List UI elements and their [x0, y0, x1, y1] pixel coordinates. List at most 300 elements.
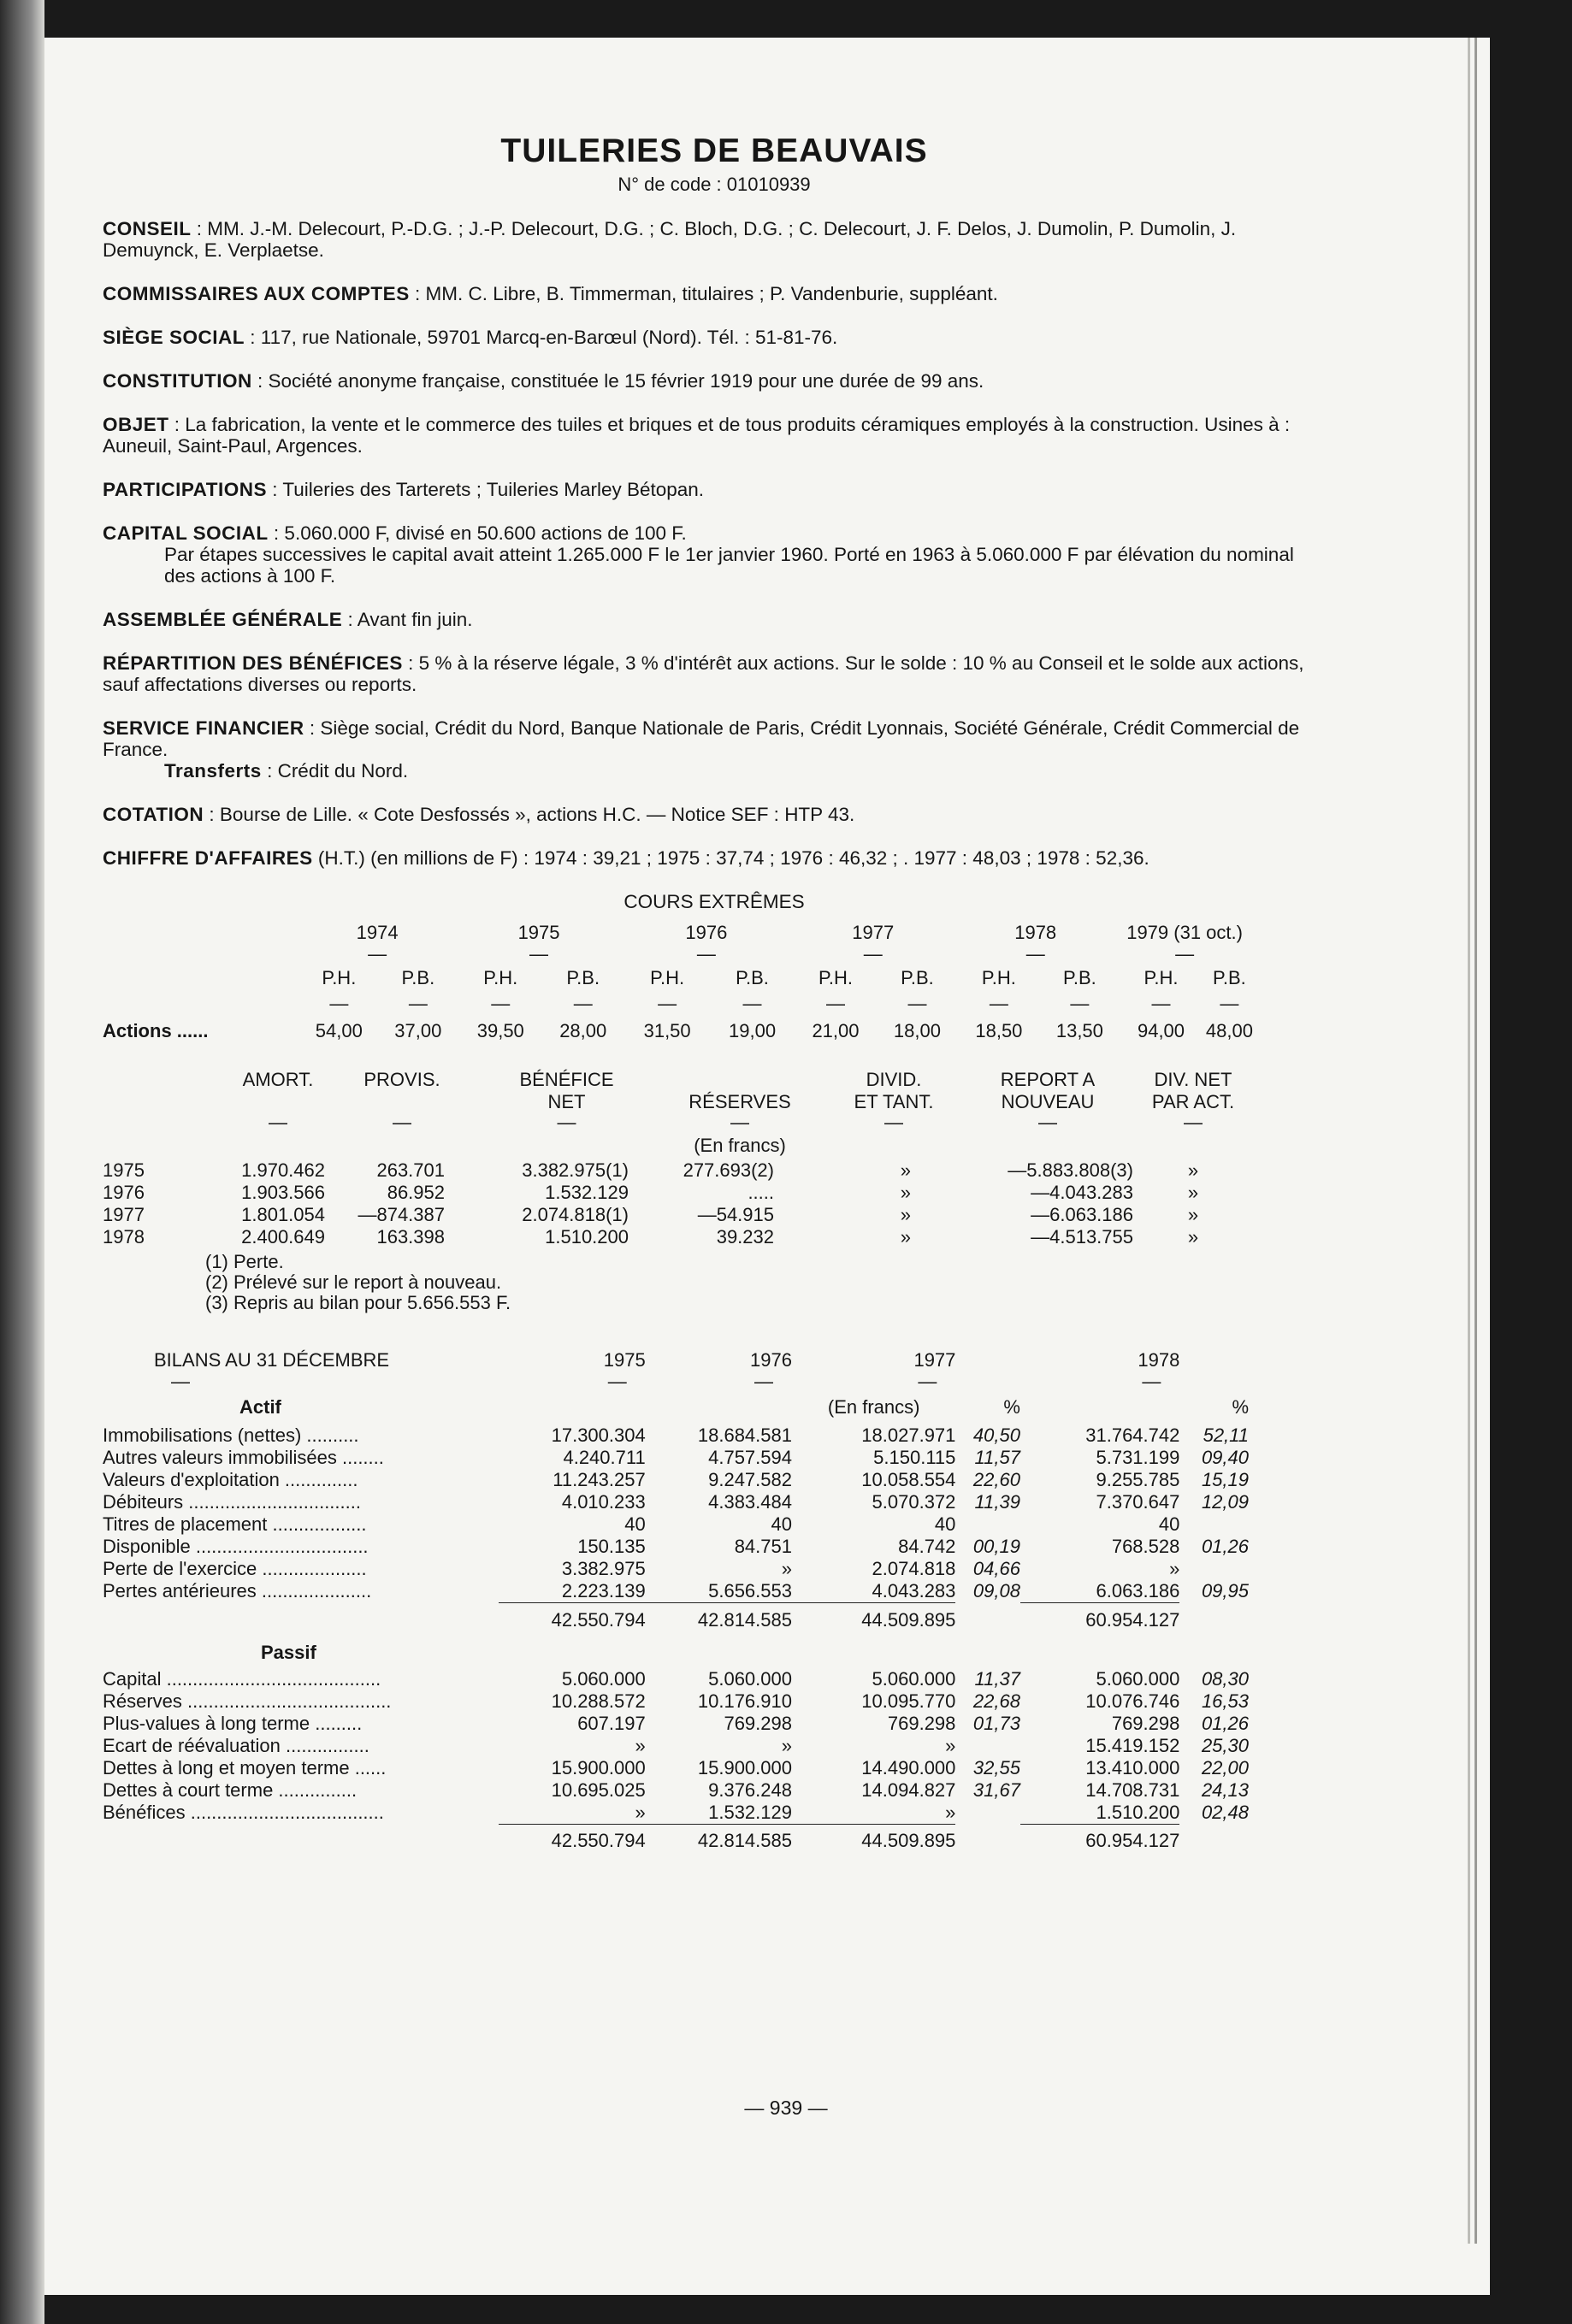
- dash: —: [393, 1112, 411, 1133]
- section-text: : Avant fin juin.: [342, 609, 473, 630]
- bilan-cell: 15.900.000: [697, 1756, 792, 1778]
- bilan-cell: 16,53: [1201, 1690, 1249, 1712]
- dash: —: [742, 993, 762, 1014]
- section-text: : 5 % à la réserve légale, 3 % d'intérêt aux actions. Sur le solde : 10 % au Conseil et le solde aux actions, sauf affectations diverses ou reports.: [103, 652, 1304, 695]
- page-number: — 939 —: [744, 2097, 828, 2119]
- section-text: : 5.060.000 F, divisé en 50.600 actions de 100 F.: [268, 522, 687, 544]
- info-section: [103, 717, 1326, 782]
- bilans-year: 1978: [1138, 1349, 1180, 1371]
- page-edge: [1474, 38, 1477, 2244]
- page-edge: [1468, 38, 1470, 2244]
- bilans-year: 1975: [603, 1349, 646, 1371]
- section-extra: Par étapes successives le capital avait atteint 1.265.000 F le 1er janvier 1960. Porté en 1963 à 5.060.000 F par élévation du nominal des actions à 100 F.: [164, 544, 1294, 587]
- bilan-cell: 11.243.257: [553, 1469, 646, 1490]
- bilan-cell: 5.070.372: [872, 1491, 956, 1513]
- bilan-cell: 13.410.000: [1085, 1756, 1180, 1778]
- section-text: : Siège social, Crédit du Nord, Banque Nationale de Paris, Crédit Lyonnais, Société Générale, Crédit Commercial de France.: [103, 717, 1300, 760]
- results-cell: —54.915: [697, 1204, 774, 1225]
- bilan-cell: 1.510.200: [1096, 1801, 1180, 1823]
- bilan-cell: 40: [771, 1513, 792, 1535]
- bilan-row: [103, 1713, 1249, 1735]
- bilan-row: [103, 1757, 1249, 1779]
- section-text: (H.T.) (en millions de F) : 1974 : 39,21 ; 1975 : 37,74 ; 1976 : 46,32 ; . 1977 : 48,03 ; 1978 : 52,36.: [312, 847, 1149, 869]
- dash: —: [1220, 993, 1239, 1014]
- results-cell: »: [900, 1182, 911, 1203]
- info-section: [103, 414, 1326, 457]
- bilan-cell: 11,39: [974, 1491, 1020, 1513]
- bilan-cell: 18.027.971: [861, 1424, 956, 1446]
- results-header: [654, 1069, 825, 1091]
- cours-year: 1977: [852, 922, 895, 943]
- bilan-cell: »: [945, 1734, 956, 1756]
- results-header: DIVID.: [866, 1069, 922, 1090]
- dash: —: [1175, 943, 1195, 964]
- results-cell: 263.701: [376, 1159, 445, 1181]
- bilan-cell: 9.376.248: [708, 1778, 792, 1801]
- bilan-row: [103, 1735, 1249, 1757]
- section-sub: [103, 760, 1326, 782]
- bilan-row: [103, 1491, 1249, 1513]
- bilan-cell: 22,68: [972, 1690, 1020, 1712]
- bilan-cell: 5.060.000: [708, 1667, 792, 1690]
- passif-label: Passif: [261, 1641, 316, 1663]
- bilan-cell: Autres valeurs immobilisées ........: [103, 1447, 384, 1468]
- section-sublabel: Transferts: [164, 760, 262, 782]
- cours-year: 1979 (31 oct.): [1126, 922, 1243, 943]
- dash: —: [1151, 993, 1171, 1014]
- bilan-cell: 5.656.553: [708, 1580, 792, 1601]
- bilan-row: [103, 1690, 1249, 1713]
- pb-label: P.B.: [1213, 967, 1246, 988]
- section-text: : MM. J.-M. Delecourt, P.-D.G. ; J.-P. Delecourt, D.G. ; C. Bloch, D.G. ; C. Delecourt, J. F. Delos, J. Dumolin, P. Dumolin, J. Demuynck, E. Verplaetse.: [103, 218, 1237, 261]
- bilan-row: [103, 1779, 1249, 1802]
- section-label: CHIFFRE D'AFFAIRES: [103, 847, 313, 869]
- section-subtext: : Crédit du Nord.: [261, 760, 409, 782]
- bilan-cell: Pertes antérieures .....................: [103, 1580, 372, 1602]
- bilan-cell: 4.043.283: [872, 1580, 956, 1601]
- results-cell: —874.387: [358, 1204, 445, 1225]
- results-cell: 1.801.054: [241, 1204, 325, 1225]
- section-label: COMMISSAIRES AUX COMPTES: [103, 283, 410, 304]
- results-header: NET: [547, 1091, 586, 1112]
- dash: —: [989, 993, 1008, 1014]
- results-cell: 1.903.566: [241, 1182, 325, 1203]
- results-cell: —6.063.186: [1031, 1204, 1133, 1225]
- results-note: (3) Repris au bilan pour 5.656.553 F.: [205, 1292, 511, 1313]
- book-spine: [0, 0, 44, 2324]
- results-cell: —4.513.755: [1031, 1226, 1133, 1248]
- bilan-cell: 10.095.770: [861, 1690, 956, 1712]
- results-cell: 1975: [103, 1159, 145, 1181]
- bilan-cell: 2.074.818: [872, 1558, 956, 1579]
- ph-label: P.H.: [322, 967, 357, 988]
- pct-header: %: [1232, 1396, 1249, 1418]
- bilan-cell: 769.298: [1111, 1712, 1180, 1734]
- bilan-row: [103, 1513, 1249, 1536]
- results-header: BÉNÉFICE: [519, 1069, 614, 1090]
- bilan-cell: Plus-values à long terme .........: [103, 1712, 363, 1734]
- results-cell: 39.232: [716, 1226, 774, 1248]
- results-cell: »: [1187, 1159, 1199, 1181]
- info-sections: [103, 218, 1326, 869]
- cours-table: [103, 920, 1253, 1048]
- bilan-cell: 4.383.484: [708, 1491, 792, 1513]
- section-label: SERVICE FINANCIER: [103, 717, 304, 739]
- bilan-cell: Bénéfices .....................................: [103, 1801, 384, 1823]
- bilan-cell: 4.757.594: [708, 1447, 792, 1468]
- results-cell: 3.382.975(1): [522, 1159, 629, 1181]
- results-header: NOUVEAU: [1001, 1091, 1095, 1112]
- bilan-cell: 14.094.827: [861, 1778, 956, 1801]
- section-text: : Bourse de Lille. « Cote Desfossés », actions H.C. — Notice SEF : HTP 43.: [204, 804, 855, 825]
- info-section: [103, 522, 1326, 587]
- dash: —: [269, 1112, 287, 1133]
- info-section: [103, 609, 1326, 630]
- bilan-cell: Dettes à court terme ...............: [103, 1778, 358, 1801]
- bilan-row: [103, 1802, 1249, 1825]
- bilan-cell: [955, 1513, 1020, 1536]
- results-cell: 163.398: [376, 1226, 445, 1248]
- bilan-cell: 31,67: [972, 1778, 1020, 1801]
- bilan-cell: 607.197: [577, 1712, 646, 1734]
- results-cell: 1977: [103, 1204, 145, 1225]
- cours-value: 19,00: [729, 1020, 777, 1041]
- results-row: [103, 1226, 1253, 1248]
- dash: —: [329, 993, 349, 1014]
- info-section: [103, 327, 1326, 348]
- pct-header: %: [1003, 1396, 1020, 1418]
- bilan-row: [103, 1558, 1249, 1580]
- pb-label: P.B.: [736, 967, 769, 988]
- bilan-row: [103, 1469, 1249, 1491]
- results-cell: »: [1187, 1226, 1199, 1248]
- blank: [103, 1069, 231, 1091]
- bilan-cell: 40,50: [972, 1424, 1020, 1446]
- dash: —: [884, 1112, 903, 1133]
- ph-label: P.H.: [1144, 967, 1179, 988]
- bilan-total: 42.814.585: [646, 1603, 792, 1637]
- bilan-total: 60.954.127: [1020, 1603, 1179, 1637]
- cours-value: 28,00: [559, 1020, 607, 1041]
- results-cell: »: [900, 1204, 911, 1225]
- results-header: AMORT.: [242, 1069, 314, 1090]
- blank: [103, 1603, 499, 1637]
- pb-label: P.B.: [401, 967, 435, 988]
- section-label: OBJET: [103, 414, 169, 435]
- section-label: CONSEIL: [103, 218, 192, 239]
- blank: [955, 1824, 1020, 1858]
- results-cell: 1976: [103, 1182, 145, 1203]
- results-cell: 1978: [103, 1226, 145, 1248]
- bilan-cell: 17.300.304: [551, 1424, 646, 1446]
- results-row: [103, 1182, 1253, 1204]
- section-label: CONSTITUTION: [103, 370, 252, 392]
- bilan-cell: 14.490.000: [861, 1756, 956, 1778]
- blank: [103, 920, 298, 946]
- pb-label: P.B.: [901, 967, 934, 988]
- bilan-cell: 04,66: [972, 1558, 1020, 1579]
- results-header: REPORT A: [1000, 1069, 1096, 1090]
- results-header: DIV. NET: [1154, 1069, 1232, 1090]
- results-cell: »: [1187, 1204, 1199, 1225]
- section-text: : Tuileries des Tarterets ; Tuileries Marley Bétopan.: [267, 479, 705, 500]
- bilan-cell: 09,08: [972, 1580, 1020, 1602]
- dash: —: [1038, 1112, 1057, 1133]
- info-section: [103, 847, 1326, 869]
- results-cell: —5.883.808(3): [1008, 1159, 1133, 1181]
- cours-year: 1976: [685, 922, 728, 943]
- bilan-cell: »: [635, 1801, 646, 1823]
- bilan-total: 42.814.585: [646, 1824, 792, 1858]
- bilans-year: 1977: [913, 1349, 956, 1371]
- cours-value: 48,00: [1205, 1020, 1253, 1041]
- bilan-cell: 11,37: [974, 1667, 1020, 1690]
- results-row: [103, 1159, 1253, 1182]
- dash: —: [907, 993, 927, 1014]
- bilan-cell: 09,95: [1201, 1580, 1249, 1602]
- results-cell: 86.952: [387, 1182, 445, 1203]
- dash: —: [408, 993, 428, 1014]
- cours-value: 94,00: [1137, 1020, 1185, 1041]
- bilan-total: 42.550.794: [499, 1603, 645, 1637]
- bilan-cell: 32,55: [972, 1756, 1020, 1778]
- bilans-table: [103, 1348, 1249, 1858]
- results-header: [325, 1091, 479, 1113]
- bilan-cell: 768.528: [1111, 1536, 1180, 1557]
- bilan-cell: 12,09: [1201, 1491, 1249, 1513]
- bilan-cell: 11,57: [974, 1447, 1020, 1468]
- dash: —: [658, 993, 677, 1014]
- bilan-cell: 14.708.731: [1085, 1778, 1180, 1801]
- bilans-title: BILANS AU 31 DÉCEMBRE: [154, 1349, 390, 1371]
- bilan-cell: 02,48: [1201, 1801, 1249, 1823]
- bilan-cell: 10.076.746: [1085, 1690, 1180, 1712]
- bilan-cell: 84.742: [898, 1536, 956, 1557]
- bilan-cell: 22,00: [1201, 1756, 1249, 1778]
- results-cell: 1.510.200: [545, 1226, 629, 1248]
- actif-label: Actif: [239, 1396, 281, 1418]
- bilan-row: [103, 1447, 1249, 1469]
- company-code: N° de code : 01010939: [618, 174, 811, 195]
- bilan-cell: 5.150.115: [873, 1447, 956, 1468]
- cours-value: 13,50: [1055, 1020, 1103, 1041]
- bilan-cell: 2.223.139: [561, 1580, 646, 1601]
- dash: —: [491, 993, 511, 1014]
- bilan-cell: Perte de l'exercice ....................: [103, 1558, 367, 1579]
- blank: [103, 963, 298, 994]
- info-section: [103, 370, 1326, 392]
- cours-value: 39,50: [476, 1020, 524, 1041]
- bilans-unit: (En francs): [827, 1396, 920, 1418]
- info-section: [103, 218, 1326, 261]
- results-row: [103, 1204, 1253, 1226]
- bilan-cell: 10.176.910: [697, 1690, 792, 1712]
- info-section: [103, 283, 1326, 304]
- blank: [955, 1603, 1020, 1637]
- cours-year: 1975: [517, 922, 560, 943]
- dash: —: [557, 1112, 576, 1133]
- bilan-cell: 9.247.582: [708, 1469, 792, 1490]
- ph-label: P.H.: [981, 967, 1016, 988]
- dash: —: [918, 1371, 937, 1392]
- bilan-row: [103, 1424, 1249, 1447]
- bilan-cell: 10.695.025: [551, 1778, 646, 1801]
- bilan-cell: [1179, 1558, 1249, 1580]
- bilan-cell: Réserves .......................................: [103, 1690, 392, 1712]
- bilan-cell: [955, 1802, 1020, 1825]
- dash: —: [730, 1112, 749, 1133]
- results-cell: —4.043.283: [1031, 1182, 1133, 1203]
- bilan-total: 44.509.895: [792, 1824, 955, 1858]
- cours-year: 1978: [1014, 922, 1057, 943]
- dash: —: [1070, 993, 1090, 1014]
- bilan-cell: »: [945, 1801, 956, 1823]
- dash: —: [1184, 1112, 1203, 1133]
- bilan-cell: Titres de placement ..................: [103, 1513, 367, 1535]
- bilan-cell: Capital .........................................: [103, 1667, 381, 1690]
- blank: [103, 1824, 499, 1858]
- bilan-cell: 31.764.742: [1085, 1424, 1180, 1446]
- dash: —: [171, 1371, 190, 1392]
- results-header: RÉSERVES: [688, 1091, 791, 1112]
- bilan-cell: 15,19: [1201, 1469, 1249, 1490]
- section-text: : 117, rue Nationale, 59701 Marcq-en-Barœul (Nord). Tél. : 51-81-76.: [245, 327, 838, 348]
- bilan-cell: 5.060.000: [872, 1667, 956, 1690]
- info-section: [103, 479, 1326, 500]
- dash: —: [573, 993, 593, 1014]
- bilan-cell: Dettes à long et moyen terme ......: [103, 1756, 387, 1778]
- pb-label: P.B.: [1063, 967, 1096, 988]
- results-cell: .....: [748, 1182, 774, 1203]
- bilan-cell: 4.240.711: [563, 1447, 646, 1468]
- bilan-cell: 769.298: [887, 1712, 956, 1734]
- section-label: RÉPARTITION DES BÉNÉFICES: [103, 652, 403, 674]
- cours-title: COURS EXTRÊMES: [623, 891, 805, 912]
- dash: —: [825, 993, 845, 1014]
- section-label: CAPITAL SOCIAL: [103, 522, 269, 544]
- results-header: [231, 1091, 325, 1113]
- bilan-cell: 84.751: [734, 1536, 792, 1557]
- section-text: : MM. C. Libre, B. Timmerman, titulaires ; P. Vandenburie, suppléant.: [409, 283, 998, 304]
- bilan-cell: [1179, 1513, 1249, 1536]
- info-section: [103, 804, 1326, 825]
- bilan-cell: 08,30: [1201, 1667, 1249, 1690]
- results-cell: 2.400.649: [241, 1226, 325, 1248]
- section-label: SIÈGE SOCIAL: [103, 327, 245, 348]
- cours-row-label: Actions ......: [103, 1020, 209, 1041]
- bilan-cell: 7.370.647: [1096, 1491, 1180, 1513]
- bilan-cell: »: [781, 1734, 792, 1756]
- bilans-year: 1976: [750, 1349, 792, 1371]
- bilan-total: 44.509.895: [792, 1603, 955, 1637]
- results-cell: 1.970.462: [241, 1159, 325, 1181]
- results-note: (2) Prélevé sur le report à nouveau.: [205, 1271, 502, 1293]
- bilan-cell: Immobilisations (nettes) ..........: [103, 1424, 359, 1446]
- dash: —: [863, 943, 883, 964]
- section-text: : La fabrication, la vente et le commerce des tuiles et briques et de tous produits céramiques employés à la construction. Usines à : Auneuil, Saint-Paul, Argences.: [103, 414, 1291, 457]
- bilan-row: [103, 1580, 1249, 1603]
- blank: [1179, 1824, 1249, 1858]
- dash: —: [1142, 1371, 1161, 1392]
- cours-value: 18,50: [975, 1020, 1023, 1041]
- bilan-cell: 10.058.554: [861, 1469, 956, 1490]
- blank: [1179, 1603, 1249, 1637]
- bilan-cell: »: [781, 1558, 792, 1579]
- results-note: (1) Perte.: [205, 1251, 284, 1272]
- bilan-cell: 01,26: [1201, 1536, 1249, 1557]
- bilan-cell: 25,30: [1201, 1734, 1249, 1756]
- bilan-cell: 6.063.186: [1096, 1580, 1180, 1601]
- ph-label: P.H.: [819, 967, 853, 988]
- bilan-cell: 40: [1158, 1513, 1180, 1535]
- section-label: PARTICIPATIONS: [103, 479, 267, 500]
- cours-value: 21,00: [812, 1020, 860, 1041]
- bilan-cell: 40: [624, 1513, 646, 1535]
- bilan-cell: 18.684.581: [697, 1424, 792, 1446]
- cours-value: 18,00: [893, 1020, 941, 1041]
- bilan-cell: 15.900.000: [551, 1756, 646, 1778]
- bilan-cell: 52,11: [1203, 1424, 1249, 1446]
- dash: —: [529, 943, 549, 964]
- results-cell: »: [900, 1159, 911, 1181]
- bilan-cell: 22,60: [972, 1469, 1020, 1490]
- bilan-row: [103, 1536, 1249, 1558]
- company-title: TUILERIES DE BEAUVAIS: [500, 133, 928, 169]
- bilan-total: 60.954.127: [1020, 1824, 1179, 1858]
- bilan-cell: 01,26: [1201, 1712, 1249, 1734]
- page-content: [103, 133, 1326, 1858]
- dash: —: [696, 943, 716, 964]
- bilan-cell: 3.382.975: [561, 1558, 646, 1579]
- blank: [103, 1113, 231, 1132]
- bilan-cell: Ecart de réévaluation ................: [103, 1734, 369, 1756]
- cours-value: 54,00: [315, 1020, 363, 1041]
- dash: —: [1025, 943, 1045, 964]
- bilan-cell: 10.288.572: [551, 1690, 646, 1712]
- bilan-cell: 9.255.785: [1096, 1469, 1180, 1490]
- bilan-total: 42.550.794: [499, 1824, 645, 1858]
- bilan-cell: 00,19: [972, 1536, 1020, 1557]
- bilan-cell: 5.060.000: [561, 1667, 646, 1690]
- bilan-cell: Débiteurs .................................: [103, 1491, 361, 1513]
- bilan-cell: 150.135: [577, 1536, 646, 1557]
- bilan-cell: 15.419.152: [1085, 1734, 1180, 1756]
- cours-value: 37,00: [394, 1020, 442, 1041]
- bilan-cell: 4.010.233: [561, 1491, 646, 1513]
- results-header: PROVIS.: [363, 1069, 440, 1090]
- bilan-cell: 5.060.000: [1096, 1667, 1180, 1690]
- results-table: [103, 1069, 1253, 1248]
- results-notes: [205, 1252, 1326, 1313]
- section-label: COTATION: [103, 804, 204, 825]
- bilan-cell: Disponible .................................: [103, 1536, 369, 1557]
- bilan-row: [103, 1668, 1249, 1690]
- results-cell: »: [1187, 1182, 1199, 1203]
- bilan-cell: [955, 1735, 1020, 1757]
- blank: [103, 946, 298, 963]
- cours-value: 31,50: [643, 1020, 691, 1041]
- bilan-cell: 09,40: [1201, 1447, 1249, 1468]
- bilan-cell: 01,73: [972, 1712, 1020, 1734]
- cours-year: 1974: [356, 922, 399, 943]
- section-text: : Société anonyme française, constituée le 15 février 1919 pour une durée de 99 ans.: [251, 370, 984, 392]
- dash: —: [753, 1371, 773, 1392]
- bilan-cell: 769.298: [724, 1712, 792, 1734]
- bilan-cell: 40: [934, 1513, 956, 1535]
- bilan-cell: »: [635, 1734, 646, 1756]
- blank: [103, 994, 298, 1014]
- results-header: ET TANT.: [854, 1091, 934, 1112]
